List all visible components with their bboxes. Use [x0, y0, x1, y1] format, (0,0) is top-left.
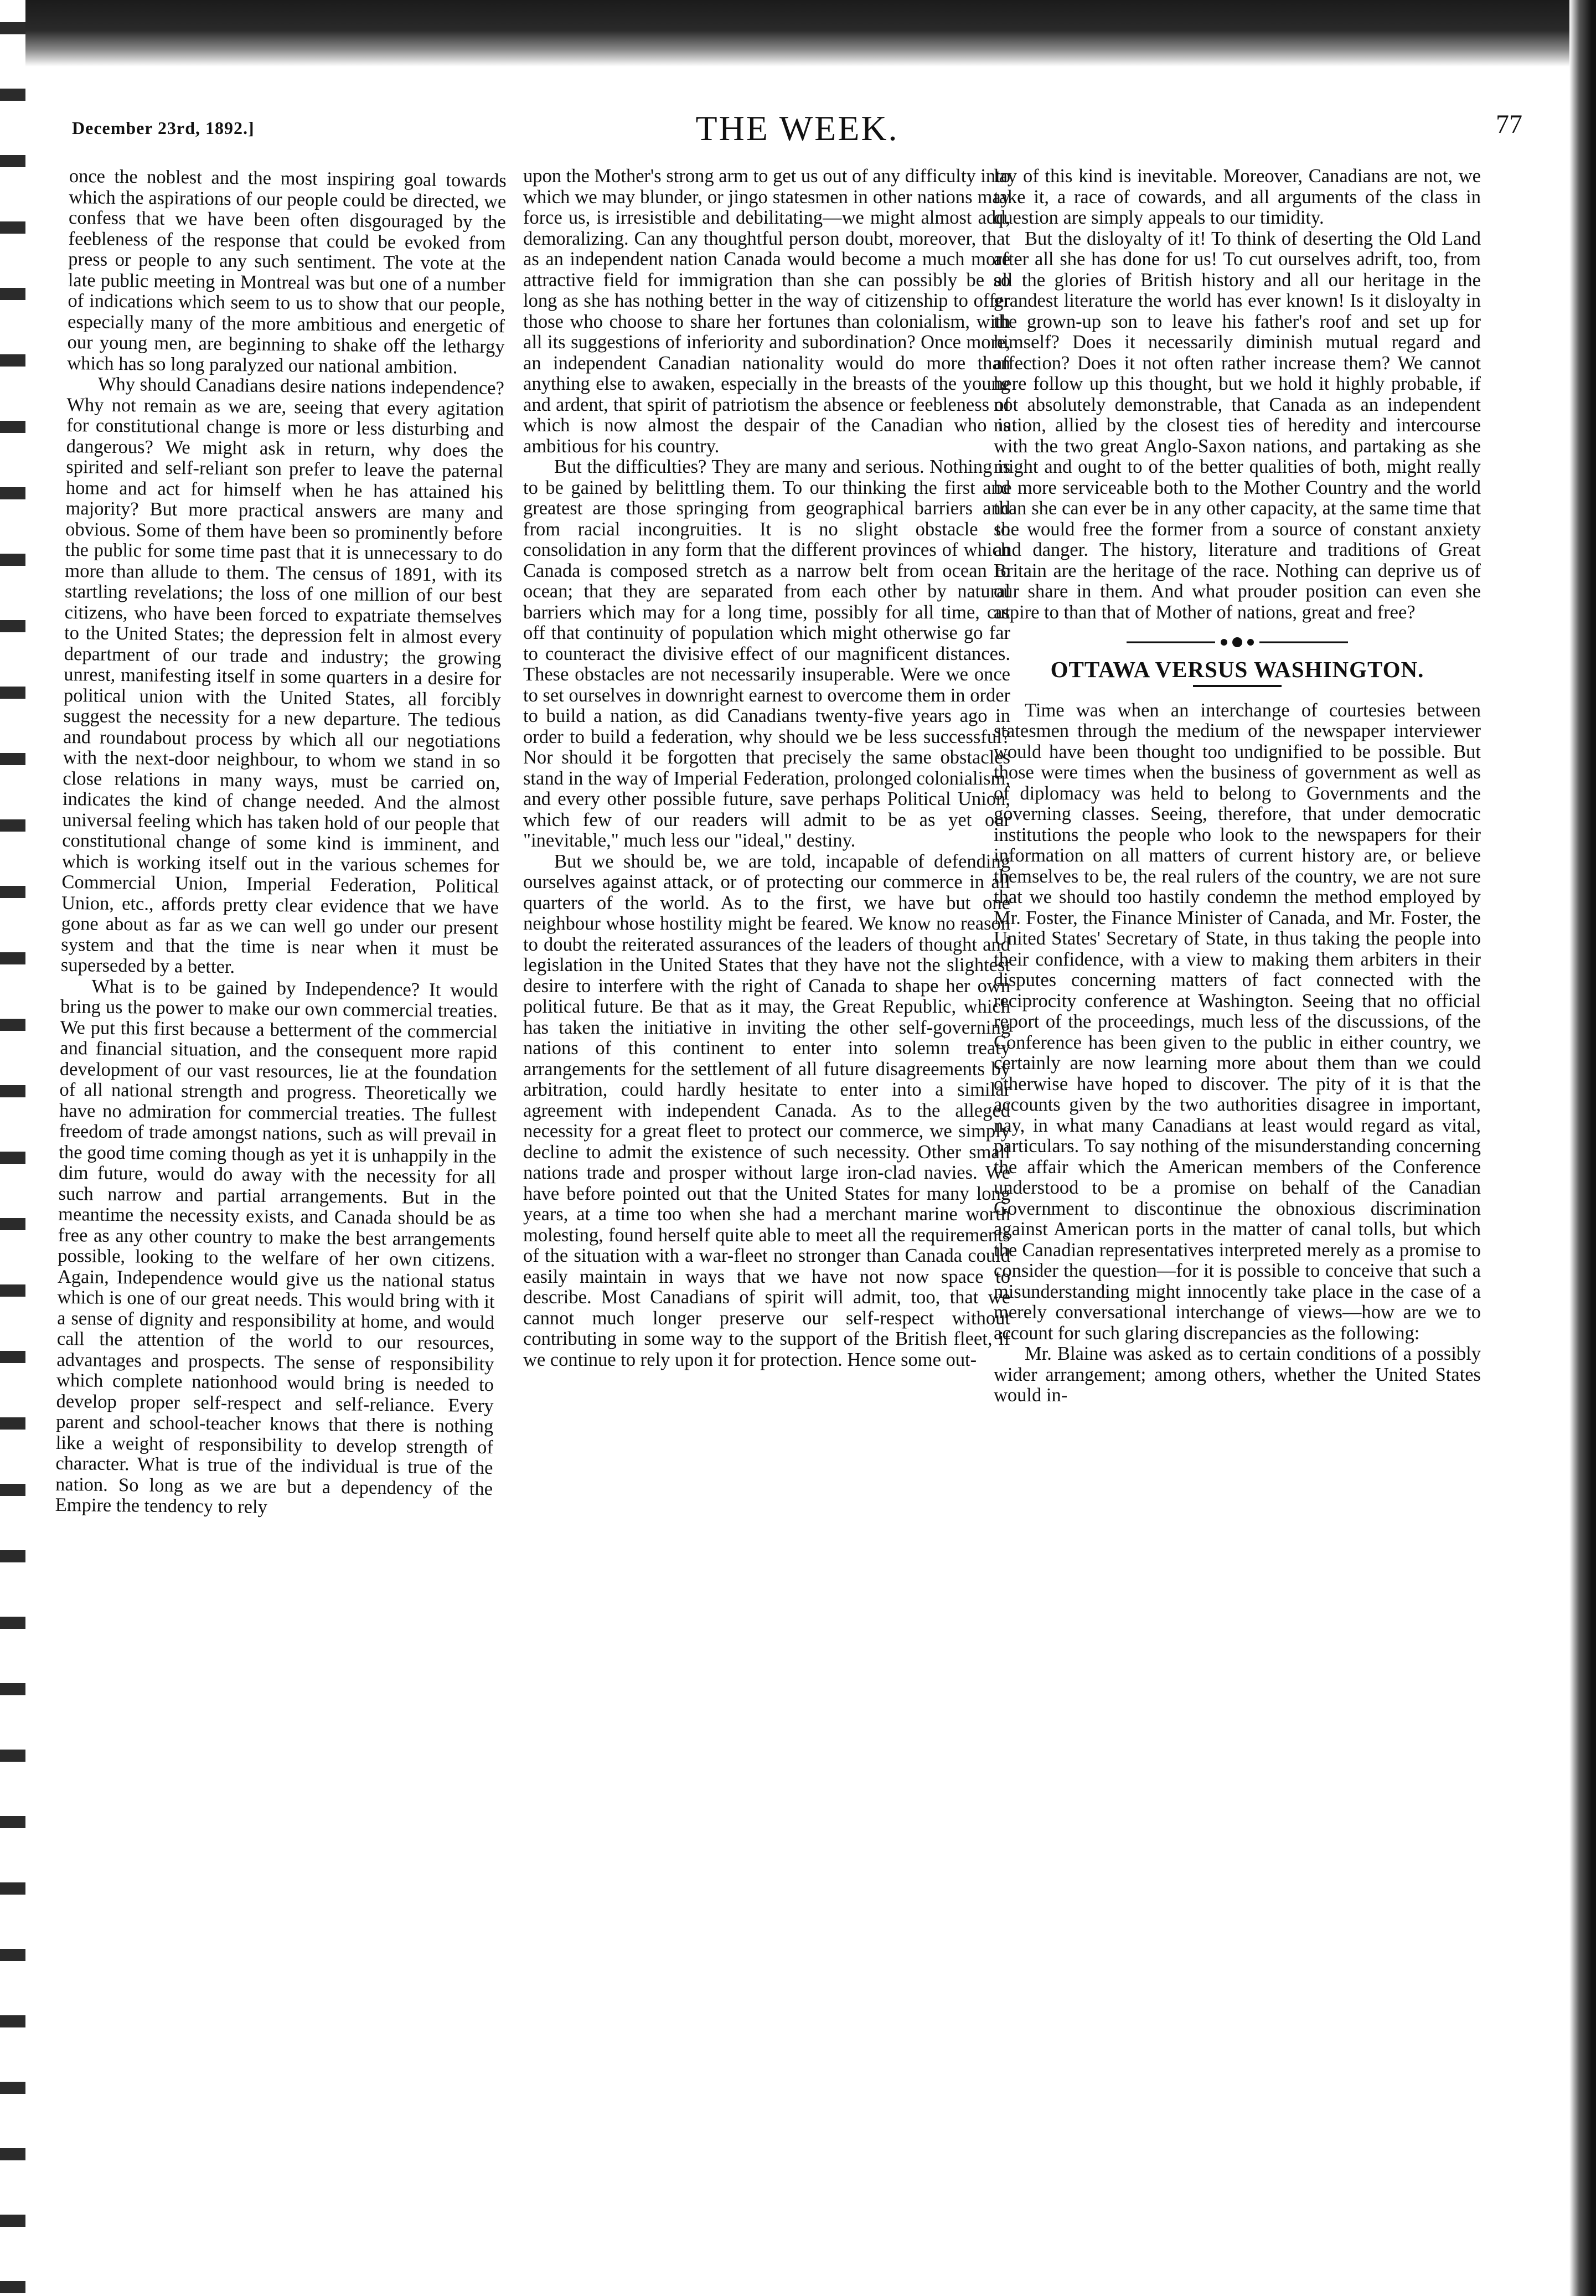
page-number: 77	[1496, 110, 1522, 139]
scan-binding-edge	[0, 0, 25, 2296]
paragraph: Why should Canadians desire nations independence? Why not remain as we are, seeing that every agitation for constitutional change is more or less disturbing and dangerous? We might ask in return, why does the spirited and self-reliant son prefer to leave the paternal home and act for himself when he has attained his majority? But more practical answers are many and obvious. Some of them have been so prominently before the public for some time past that it is unnecessary to do more than allude to them. The census of 1891, with its startling revelations; the loss of one million of our best citizens, who have been forced to expatriate themselves to the United States; the depression felt in almost every department of our trade and industry; the growing unrest, manifesting itself in some quarters in a desire for political union with the United States, all forcibly suggest the necessity for a new departure. The tedious and roundabout process by which all our negotiations with the next-door neighbour, to whom we stand in so close relations in many ways, must be carried on, indicates the kind of change needed. And the almost universal feeling which has taken hold of our people that constitutional change of some kind is imminent, and which is working itself out in the various schemes for Commercial Union, Imperial Federation, Political Union, etc., affords pretty clear evidence that we have gone about as far as we can well go under our present system and that the time is near when it must be superseded by a better.	[60, 373, 505, 978]
paragraph: lay of this kind is inevitable. Moreover, Canadians are not, we take it, a race of cowards, and all arguments of the class in question are simply appeals to our timidity.	[994, 166, 1481, 228]
paragraph: Time was when an interchange of courtesies between statesmen through the medium of the newspaper interviewer would have been thought too undignified to be possible. But those were times when the business of government as well as of diplomacy was held to belong to Governments and the governing classes. Seeing, therefore, that under democratic institutions the people who look to the newspapers for their information on all matters of current history are, or believe themselves to be, the real rulers of the country, we are not sure that we should too hastily condemn the method employed by Mr. Foster, the Finance Minister of Canada, and Mr. Foster, the United States' Secretary of State, in thus taking the people into their confidence, with a view to making them arbiters in their disputes concerning matters of fact connected with the reciprocity conference at Washington. Seeing that no official report of the proceedings, much less of the discussions, of the Conference has been given to the public in either country, we certainly are now learning more about them than we could otherwise have hoped to discover. The pity of it is that the accounts given by the two authorities disagree in important, nay, in what many Canadians at least would regard as vital, particulars. To say nothing of the misunderstanding concerning the affair which the American members of the Conference understood to be a promise on behalf of the Canadian Government to discontinue the obnoxious discrimination against American ports in the matter of canal tolls, but which the Canadian representatives interpreted merely as a promise to consider the question—for it is possible to conceive that such a misunderstanding might innocently take place in the case of a merely conversational interchange of views—how are we to account for such glaring discrepancies as the following:	[994, 699, 1481, 1344]
column-3	[994, 166, 1481, 1406]
page-header	[72, 108, 1522, 158]
section-ornament-divider	[1121, 635, 1354, 649]
paragraph: But the disloyalty of it! To think of deserting the Old Land after all she has done for us! To cut ourselves adrift, too, from all the glories of British history and all our heritage in the grandest literature the world has ever known! Is it disloyalty in the grown-up son to leave his father's roof and set up for himself? Does it necessarily diminish mutual regard and affection? Does it not often rather increase them? We cannot here follow up this thought, but we hold it highly probable, if not absolutely demonstrable, that Canada as an independent nation, allied by the closest ties of heredity and intercourse with the two great Anglo-Saxon nations, and partaking as she might and ought to of the better qualities of both, might really be more serviceable both to the Mother Country and the world than she can ever be in any other capacity, at the same time that she would free the former from a source of constant anxiety and danger. The history, literature and traditions of Great Britain are the heritage of the race. Nothing can deprive us of our share in them. And what prouder position can even she aspire to than that of Mother of nations, great and free?	[994, 228, 1481, 623]
paragraph: Mr. Blaine was asked as to certain conditions of a possibly wider arrangement; among others, whether the United States would in-	[994, 1343, 1481, 1406]
paragraph: What is to be gained by Independence? It would bring us the power to make our own commercial treaties. We put this first because a betterment of the commercial and financial situation, and the consequent more rapid development of our vast resources, lie at the foundation of all national strength and progress. Theoretically we have no admiration for commercial treaties. The fullest freedom of trade amongst nations, such as will prevail in the good time coming though as yet it is unhappily in the dim future, would do away with the necessity for all such narrow and partial arrangements. But in the meantime the necessity exists, and Canada should be as free as any other country to make the best arrangements possible, looking to the welfare of her own citizens. Again, Independence would give us the national status which is one of our great needs. This would bring with it a sense of dignity and responsibility at home, and would call the attention of the world to our resources, advantages and prospects. The sense of responsibility which complete nationhood would bring is needed to develop proper self-respect and self-reliance. Every parent and school-teacher knows that there is nothing like a weight of responsibility to develop strength of character. What is true of the individual is true of the nation. So long as we are but a dependency of the Empire the tendency to rely	[55, 976, 498, 1518]
issue-date: December 23rd, 1892.]	[72, 118, 255, 138]
column-2	[523, 166, 1010, 1370]
publication-title: THE WEEK.	[695, 109, 899, 148]
heading-underline	[1193, 685, 1282, 687]
paragraph: once the noblest and the most inspiring goal towards which the aspirations of our people could be directed, we confess that we have been often disgouraged by the feebleness of the response that could be evoked from press or people to any such sentiment. The vote at the late public meeting in Montreal was but one of a number of indications which seem to us to show that our people, especially many of the more ambitious and energetic of our young men, are beginning to shake off the lethargy which has so long paralyzed our national ambition.	[67, 166, 507, 378]
column-1	[55, 166, 506, 1520]
scan-top-edge	[0, 0, 1596, 66]
scan-right-edge	[1569, 0, 1596, 2296]
paragraph: But we should be, we are told, incapable of defending ourselves against attack, or of protecting our commerce in all quarters of the world. As to the first, we have but one neighbour whose hostility might be feared. We know no reason to doubt the reiterated assurances of the leaders of thought and legislation in the United States that they have not the slightest desire to interfere with the right of Canada to shape her own political future. Be that as it may, the Great Republic, which has taken the initiative in inviting the other self-governing nations of this continent to enter into solemn treaty arrangements for the settlement of all future disagreements by arbitration, could hardly hesitate to enter into a similar agreement with independent Canada. As to the alleged necessity for a great fleet to protect our commerce, we simply decline to admit the existence of such necessity. Other small nations trade and prosper without large iron-clad navies. We have before pointed out that the United States for many long years, at a time too when she had a merchant marine worth molesting, found herself quite able to meet all the requirements of the situation with a war-fleet no stronger than Canada could easily maintain in ways that we have not now space to describe. Most Canadians of spirit will admit, too, that we cannot much longer preserve our self-respect without contributing in some way to the support of the British fleet, if we continue to rely upon it for protection. Hence some out-	[523, 850, 1010, 1370]
section-heading: OTTAWA VERSUS WASHINGTON.	[1050, 657, 1424, 682]
paragraph: But the difficulties? They are many and serious. Nothing is to be gained by belittling them. To our thinking the first and greatest are those springing from geographical barriers and from racial incongruities. It is no slight obstacle to consolidation in any form that the different provinces of which Canada is composed stretch as a narrow belt from ocean to ocean; that they are separated from each other by natural barriers which may for a long time, possibly for all time, cut off that continuity of population which might otherwise go far to counteract the divisive effect of our magnificent distances. These obstacles are not necessarily insuperable. Were we once to set ourselves in downright earnest to overcome them in order to build a nation, as did Canadians twenty-five years ago in order to build a federation, why should we be less successful? Nor should it be forgotten that precisely the same obstacles stand in the way of Imperial Federation, prolonged colonialism, and every other possible future, save perhaps Political Union, which few of our readers will admit to be as yet our "inevitable," much less our "ideal," destiny.	[523, 456, 1010, 851]
paragraph: upon the Mother's strong arm to get us out of any difficulty into which we may blunder, or jingo statesmen in other nations may force us, is irresistible and debilitating—we might almost add, demoralizing. Can any thoughtful person doubt, moreover, that as an independent nation Canada would become a much more attractive field for immigration than she can possibly be so long as she has nothing better in the way of citizenship to offer those who choose to share her fortunes than colonialism, with all its suggestions of inferiority and subordination? Once more, an independent Canadian nationality would do more than anything else to awaken, especially in the breasts of the young and ardent, that spirit of patriotism the absence or feebleness of which is now almost the despair of the Canadian who is ambitious for his country.	[523, 166, 1010, 457]
